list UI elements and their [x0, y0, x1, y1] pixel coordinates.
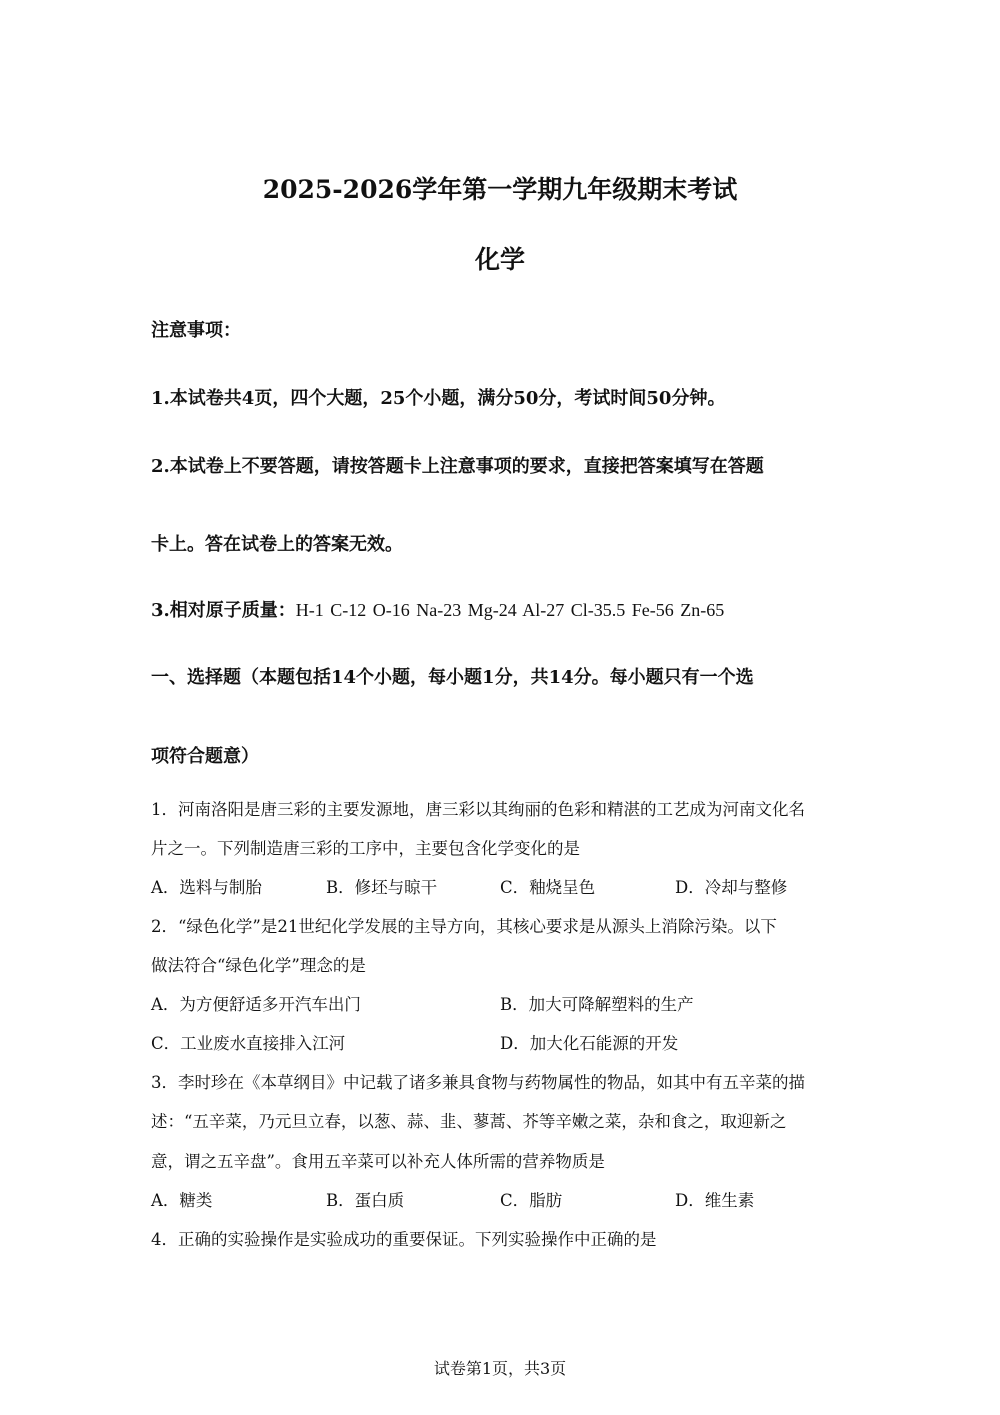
question-1-option-c: C．釉烧呈色 [500, 878, 596, 897]
question-2-option-a: A．为方便舒适多开汽车出门 [151, 995, 361, 1014]
question-3-line-2: 述：“五辛菜，乃元旦立春，以葱、蒜、韭、蓼蒿、芥等辛嫩之菜，杂和食之，取迎新之 [151, 1112, 787, 1131]
page-footer: 试卷第1页，共3页 [433, 1359, 567, 1378]
question-2-option-c: C．工业废水直接排入江河 [151, 1034, 346, 1053]
atomic-mass-label: 3.相对原子质量： [151, 600, 296, 621]
question-1-option-b: B．修坯与晾干 [326, 878, 438, 897]
notice-item-3 [151, 596, 724, 622]
notice-item-2-line-1: 2.本试卷上不要答题，请按答题卡上注意事项的要求，直接把答案填写在答题 [151, 456, 764, 477]
question-3-option-a: A．糖类 [151, 1191, 213, 1210]
question-1-option-a: A．选料与制胎 [151, 878, 262, 897]
question-1-line-1: 1．河南洛阳是唐三彩的主要发源地，唐三彩以其绚丽的色彩和精湛的工艺成为河南文化名 [151, 800, 805, 819]
exam-title: 2025-2026学年第一学期九年级期末考试 [262, 175, 738, 204]
question-3-line-3: 意，谓之五辛盘”。食用五辛菜可以补充人体所需的营养物质是 [151, 1152, 605, 1171]
question-3-option-d: D．维生素 [675, 1191, 755, 1210]
question-1-line-2: 片之一。下列制造唐三彩的工序中，主要包含化学变化的是 [151, 839, 580, 858]
question-2-option-b: B．加大可降解塑料的生产 [500, 995, 694, 1014]
notice-item-2-line-2: 卡上。答在试卷上的答案无效。 [151, 534, 403, 555]
question-2-option-d: D．加大化石能源的开发 [500, 1034, 679, 1053]
question-1-option-d: D．冷却与整修 [675, 878, 788, 897]
question-3-option-b: B．蛋白质 [326, 1191, 405, 1210]
section-1-heading-line-2: 项符合题意） [151, 746, 259, 767]
question-3-line-1: 3．李时珍在《本草纲目》中记载了诸多兼具食物与药物属性的物品，如其中有五辛菜的描 [151, 1073, 805, 1092]
question-2-line-1: 2．“绿色化学”是21世纪化学发展的主导方向，其核心要求是从源头上消除污染。以下 [151, 917, 777, 936]
notice-item-1: 1.本试卷共4页，四个大题，25个小题，满分50分，考试时间50分钟。 [151, 388, 726, 409]
atomic-mass-values: H-1 C-12 O-16 Na-23 Mg-24 Al-27 Cl-35.5 Fe-56 Zn-65 [295, 600, 725, 620]
question-4-line-1: 4．正确的实验操作是实验成功的重要保证。下列实验操作中正确的是 [151, 1230, 657, 1249]
question-3-option-c: C．脂肪 [500, 1191, 563, 1210]
subject-title: 化学 [474, 245, 525, 274]
notice-heading: 注意事项： [151, 320, 241, 341]
question-2-line-2: 做法符合“绿色化学”理念的是 [151, 956, 366, 975]
section-1-heading-line-1: 一、选择题（本题包括14个小题，每小题1分，共14分。每小题只有一个选 [151, 667, 754, 688]
